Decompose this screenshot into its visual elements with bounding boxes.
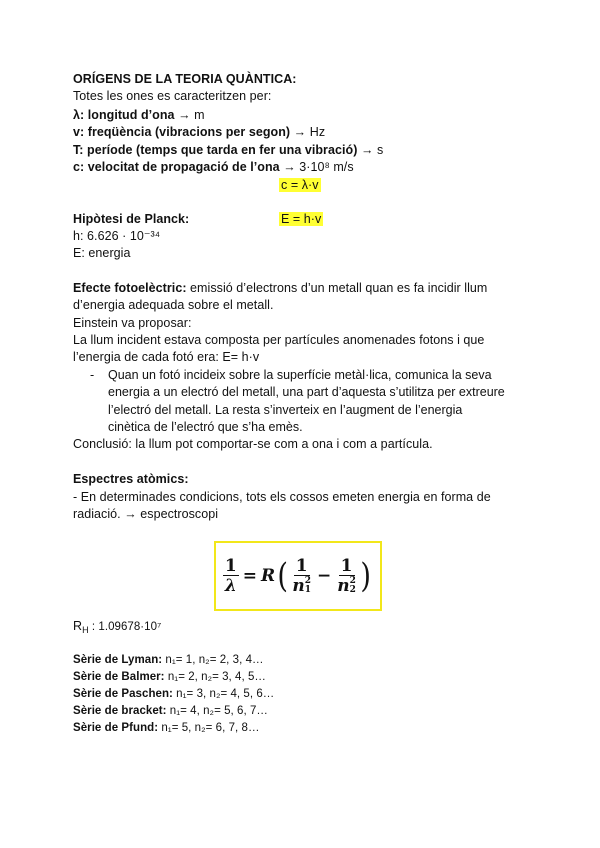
- index-stack: [350, 577, 356, 595]
- rydberg-formula: [223, 557, 373, 596]
- series-pfund: [73, 720, 260, 737]
- wave-formula-highlight: c = λ·v: [281, 178, 319, 192]
- property-label: v: freqüència (vibracions per segon): [73, 125, 291, 139]
- minus-sign: −: [317, 566, 332, 586]
- wave-formula: [279, 177, 321, 194]
- rydberg-symbol: R: [260, 566, 276, 586]
- photoelectric-line: La llum incident estava composta per partícules anomenades fotons i que: [73, 333, 485, 347]
- series-values: n₁= 5, n₂= 6, 7, 8…: [158, 722, 260, 734]
- property-speed: [73, 159, 354, 176]
- exponent: 2: [304, 576, 312, 586]
- series-name: Sèrie de bracket:: [73, 705, 167, 717]
- page-title: ORÍGENS DE LA TEORIA QUÀNTICA:: [73, 72, 297, 86]
- spectra-line: radiació. → espectroscopi: [73, 507, 219, 521]
- fraction-numerator: 1: [340, 555, 353, 576]
- property-label: T: període (temps que tarda en fer una vibració): [73, 143, 358, 157]
- photoelectric-definition: emissió d’electrons d’un metall quan es fa incidir llum: [186, 281, 488, 295]
- bullet-dash: -: [90, 368, 95, 382]
- property-unit: → s: [360, 143, 384, 157]
- rydberg-label: R: [73, 619, 83, 633]
- property-period: [73, 142, 383, 159]
- fraction-one-over-lambda: [223, 557, 239, 596]
- series-name: Sèrie de Lyman:: [73, 654, 163, 666]
- bullet-line: l’electró del metall. La resta s’inverteix en l’augment de l’energia: [108, 403, 463, 417]
- fraction-numerator: 1: [224, 555, 237, 576]
- series-values: n₁= 1, n₂= 2, 3, 4…: [162, 654, 264, 666]
- photoelectric-intro: [73, 280, 487, 297]
- bullet-line: energia a un electró del metall, una part d’aquesta s’utilitza per extreure: [108, 385, 505, 399]
- lambda-symbol: λ: [224, 575, 237, 596]
- property-unit: → Hz: [293, 125, 326, 139]
- energy-definition: E: energia: [73, 246, 131, 260]
- subscript: 2: [349, 585, 356, 595]
- conclusion: Conclusió: la llum pot comportar-se com a ona i com a partícula.: [73, 437, 433, 451]
- left-paren: (: [277, 556, 289, 596]
- series-values: n₁= 2, n₂= 3, 4, 5…: [164, 671, 266, 683]
- series-values: n₁= 4, n₂= 5, 6, 7…: [166, 705, 268, 717]
- planck-constant: h: 6.626 · 10⁻³⁴: [73, 229, 161, 243]
- spectra-line: - En determinades condicions, tots els cossos emeten energia en forma de: [73, 490, 491, 504]
- fraction-denominator: [290, 576, 313, 596]
- bullet-line: Quan un fotó incideix sobre la superfície metàl·lica, comunica la seva: [108, 368, 492, 382]
- fraction-numerator: 1: [295, 555, 308, 576]
- planck-formula: [279, 211, 323, 228]
- rydberg-formula-box: [214, 541, 382, 611]
- n-symbol: n: [292, 575, 305, 596]
- property-frequency: [73, 124, 325, 141]
- series-bracket: [73, 703, 268, 720]
- property-unit: → m: [178, 108, 205, 122]
- photoelectric-line: l’energia de cada fotó era: E= h·v: [73, 350, 260, 364]
- spectra-heading: Espectres atòmics:: [73, 472, 189, 486]
- series-name: Sèrie de Balmer:: [73, 671, 165, 683]
- subscript: 1: [304, 585, 312, 595]
- photoelectric-heading: Efecte fotoelèctric:: [73, 281, 187, 295]
- rydberg-subscript: H: [82, 625, 89, 635]
- rydberg-constant: [73, 618, 161, 639]
- property-label: c: velocitat de propagació de l’ona: [73, 160, 280, 174]
- intro-text: Totes les ones es caracteritzen per:: [73, 89, 272, 103]
- series-balmer: [73, 669, 266, 686]
- series-name: Sèrie de Paschen:: [73, 688, 173, 700]
- photoelectric-line: d’energia adequada sobre el metall.: [73, 298, 274, 312]
- property-unit: → 3·10⁸ m/s: [283, 160, 354, 174]
- n-symbol: n: [337, 575, 350, 596]
- fraction-denominator: [335, 576, 358, 596]
- property-label: λ: longitud d’ona: [73, 108, 175, 122]
- rydberg-value: : 1.09678·10⁷: [88, 621, 162, 633]
- right-paren: ): [360, 556, 371, 596]
- planck-formula-highlight: E = h·v: [281, 212, 322, 226]
- series-name: Sèrie de Pfund:: [73, 722, 159, 734]
- planck-heading: Hipòtesi de Planck:: [73, 212, 190, 226]
- series-values: n₁= 3, n₂= 4, 5, 6…: [172, 688, 275, 700]
- fraction-denominator: [223, 576, 239, 596]
- photoelectric-line: Einstein va proposar:: [73, 316, 192, 330]
- property-wavelength: [73, 107, 205, 124]
- series-lyman: [73, 652, 264, 669]
- bullet-line: cinètica de l’electró que s’ha emès.: [108, 420, 303, 434]
- index-stack: [305, 577, 311, 595]
- fraction-one-over-n2: [335, 557, 358, 596]
- series-paschen: [73, 686, 274, 703]
- exponent: 2: [349, 576, 356, 586]
- equals-sign: =: [242, 566, 257, 586]
- fraction-one-over-n1: [290, 557, 313, 596]
